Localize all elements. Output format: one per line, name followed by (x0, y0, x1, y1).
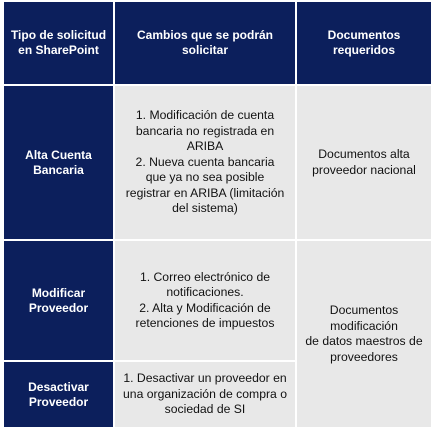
row-desactivar-tipo: Desactivar Proveedor (4, 362, 113, 427)
row-modificar-cambios: 1. Correo electrónico de notificaciones. 2. Alta y Modificación de retenciones de impuestos (115, 241, 295, 360)
row-alta-cuenta-cambios: 1. Modificación de cuenta bancaria no registrada en ARIBA 2. Nueva cuenta bancaria que ya no sea posible registrar en ARIBA (limitación del sistema) (115, 86, 295, 239)
row-desactivar-cambios: 1. Desactivar un proveedor en una organización de compra o sociedad de SI (115, 362, 295, 427)
row-modificar-tipo: Modificar Proveedor (4, 241, 113, 360)
row-alta-cuenta-tipo: Alta Cuenta Bancaria (4, 86, 113, 239)
header-cambios: Cambios que se podrán solicitar (115, 2, 295, 84)
row-modificar-desactivar-documentos: Documentos modificación de datos maestros de proveedores (297, 241, 431, 427)
header-documentos: Documentos requeridos (297, 2, 431, 84)
row-alta-cuenta-documentos: Documentos alta proveedor nacional (297, 86, 431, 239)
header-tipo-solicitud: Tipo de solicitud en SharePoint (4, 2, 113, 84)
